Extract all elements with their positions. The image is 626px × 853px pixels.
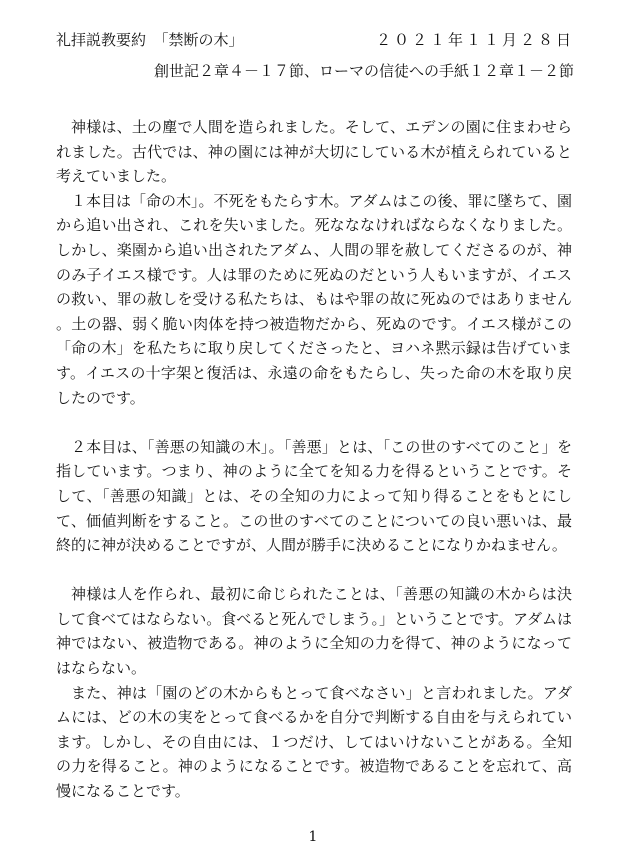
sermon-date: ２０２１年１１月２８日 [375,31,574,49]
paragraph-intro: 神様は、土の塵で人間を造られました。そして、エデンの園に住まわせられました。古代では、神の園には神が大切にしている木が植えられていると考えていました。 [56,118,572,186]
paragraph-tree-of-knowledge: ２本目は、「善悪の知識の木」。「善悪」とは、「この世のすべてのこと」を指しています。つまり、神のように全てを知る力を得るということです。そして、「善悪の知識」とは、その全知の力によって知り得ることをもとにして、価値判断をすること。この世のすべてのことについての良い悪いは、最終的に神が決めることですが、人間が勝手に決めることになりかねません。 [56,437,572,555]
sermon-body [56,115,572,804]
paragraph-gap [56,558,572,583]
scripture-reference: 創世記２章４－１７節、ローマの信徒への手紙１２章１－２節 [153,62,574,80]
paragraph-gap [56,410,572,435]
sermon-title: 礼拝説教要約 「禁断の木」 [56,31,244,49]
paragraph-freedom: また、神は「園のどの木からもとって食べなさい」と言われました。アダムには、どの木の実をとって食べるかを自分で判断する自由を与えられています。しかし、その自由には、１つだけ、してはいけないことがある。全知の力を得ること。神のようになることです。被造物であることを忘れて、高慢になることです。 [56,683,572,801]
paragraph-tree-of-life: １本目は「命の木」。不死をもたらす木。アダムはこの後、罪に墜ちて、園から追い出され、これを失いました。死なななければならなくなりました。しかし、楽園から追い出されたアダム、人間の罪を赦してくださるのが、神のみ子イエス様です。人は罪のために死ぬのだという人もいますが、イエスの救い、罪の赦しを受ける私たちは、もはや罪の故に死ぬのではありません。土の器、弱く脆い肉体を持つ被造物だから、死ぬのです。イエス様がこの「命の木」を私たちに取り戻してくださったと、ヨハネ黙示録は告げています。イエスの十字架と復活は、永遠の命をもたらし、失った命の木を取り戻したのです。 [56,191,573,407]
page-number: 1 [308,829,318,845]
paragraph-commandment: 神様は人を作られ、最初に命じられたことは、「善悪の知識の木からは決して食べてはならない。食べると死んでしまう。」ということです。アダムは神ではない、被造物である。神のように全知の力を得て、神のようになってはならない。 [56,585,572,678]
